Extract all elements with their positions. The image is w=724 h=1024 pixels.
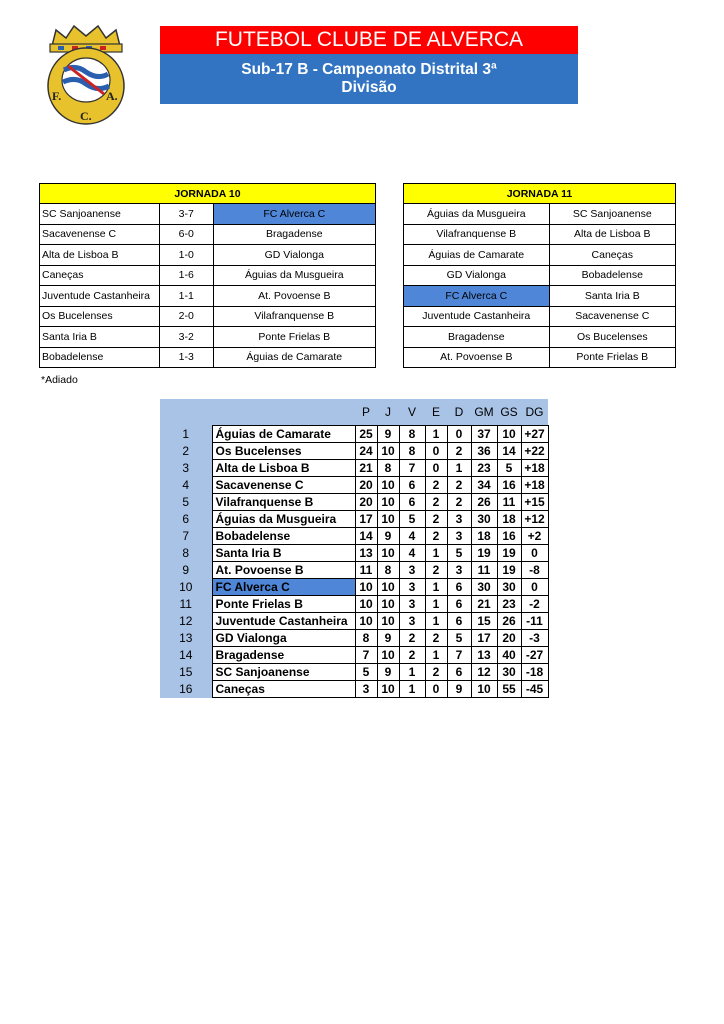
stat-p: 24 xyxy=(355,443,377,460)
team-name: FC Alverca C xyxy=(212,579,355,596)
table-row xyxy=(40,224,376,245)
stat-gs: 19 xyxy=(497,562,521,579)
stat-j: 9 xyxy=(377,528,399,545)
logo-letter-c: C. xyxy=(80,109,92,123)
home-team: At. Povoense B xyxy=(404,347,550,368)
away-team: Sacavenense C xyxy=(549,306,675,327)
stat-gm: 21 xyxy=(471,596,497,613)
home-team: Alta de Lisboa B xyxy=(40,245,160,266)
away-team: At. Povoense B xyxy=(213,286,375,307)
stat-j: 10 xyxy=(377,647,399,664)
stat-e: 2 xyxy=(425,528,447,545)
stat-v: 2 xyxy=(399,647,425,664)
away-team: Ponte Frielas B xyxy=(549,347,675,368)
stat-e: 2 xyxy=(425,511,447,528)
team-name: SC Sanjoanense xyxy=(212,664,355,681)
team-name: Águias da Musgueira xyxy=(212,511,355,528)
stat-j: 10 xyxy=(377,681,399,698)
home-team: Águias da Musgueira xyxy=(404,204,550,225)
stat-v: 8 xyxy=(399,443,425,460)
position: 8 xyxy=(160,545,212,562)
table-row xyxy=(40,204,376,225)
stat-d: 2 xyxy=(447,443,471,460)
team-name: Bragadense xyxy=(212,647,355,664)
stat-d: 3 xyxy=(447,511,471,528)
stat-p: 20 xyxy=(355,494,377,511)
stat-p: 8 xyxy=(355,630,377,647)
stat-gs: 30 xyxy=(497,664,521,681)
stat-dg: -45 xyxy=(521,681,548,698)
stat-p: 17 xyxy=(355,511,377,528)
table-row xyxy=(40,327,376,348)
stat-v: 1 xyxy=(399,681,425,698)
stat-dg: +2 xyxy=(521,528,548,545)
stat-e: 1 xyxy=(425,579,447,596)
table-row xyxy=(40,286,376,307)
match-score: 3-2 xyxy=(159,327,213,348)
table-row xyxy=(404,327,676,348)
away-team: SC Sanjoanense xyxy=(549,204,675,225)
table-row xyxy=(160,613,548,630)
jornada-10-table xyxy=(39,183,376,368)
stat-gm: 34 xyxy=(471,477,497,494)
stat-v: 6 xyxy=(399,494,425,511)
table-row xyxy=(160,511,548,528)
stat-gm: 13 xyxy=(471,647,497,664)
stat-gs: 14 xyxy=(497,443,521,460)
team-name: Bobadelense xyxy=(212,528,355,545)
table-row xyxy=(160,494,548,511)
club-crest-logo xyxy=(42,24,130,126)
away-team: Águias da Musgueira xyxy=(213,265,375,286)
stat-j: 10 xyxy=(377,494,399,511)
stat-gs: 16 xyxy=(497,477,521,494)
logo-letter-f: F. xyxy=(52,89,62,103)
logo-letter-a: A. xyxy=(106,89,118,103)
stat-dg: -8 xyxy=(521,562,548,579)
position: 1 xyxy=(160,426,212,443)
stat-e: 0 xyxy=(425,460,447,477)
home-team: FC Alverca C xyxy=(404,286,550,307)
stat-p: 5 xyxy=(355,664,377,681)
table-row xyxy=(40,347,376,368)
table-row xyxy=(160,681,548,698)
stat-dg: -27 xyxy=(521,647,548,664)
stat-gs: 40 xyxy=(497,647,521,664)
stat-j: 10 xyxy=(377,511,399,528)
stat-p: 25 xyxy=(355,426,377,443)
stat-j: 10 xyxy=(377,443,399,460)
stat-dg: +22 xyxy=(521,443,548,460)
stat-d: 2 xyxy=(447,494,471,511)
position: 4 xyxy=(160,477,212,494)
position: 14 xyxy=(160,647,212,664)
header-pos xyxy=(160,399,212,426)
stat-j: 9 xyxy=(377,664,399,681)
stat-e: 0 xyxy=(425,681,447,698)
home-team: Santa Iria B xyxy=(40,327,160,348)
table-row xyxy=(40,245,376,266)
match-score: 1-1 xyxy=(159,286,213,307)
stat-gm: 30 xyxy=(471,511,497,528)
position: 3 xyxy=(160,460,212,477)
stat-e: 2 xyxy=(425,664,447,681)
stat-p: 13 xyxy=(355,545,377,562)
stat-v: 2 xyxy=(399,630,425,647)
standings-table xyxy=(160,399,549,698)
stat-gm: 36 xyxy=(471,443,497,460)
table-row xyxy=(404,347,676,368)
stat-e: 1 xyxy=(425,613,447,630)
stat-e: 2 xyxy=(425,477,447,494)
team-name: Águias de Camarate xyxy=(212,426,355,443)
table-row xyxy=(160,630,548,647)
match-score: 1-6 xyxy=(159,265,213,286)
stat-d: 6 xyxy=(447,664,471,681)
position: 2 xyxy=(160,443,212,460)
stat-gm: 37 xyxy=(471,426,497,443)
stat-gs: 10 xyxy=(497,426,521,443)
stat-gm: 30 xyxy=(471,579,497,596)
jornada-10-title: JORNADA 10 xyxy=(40,184,376,204)
col-e: E xyxy=(425,399,447,426)
stat-d: 7 xyxy=(447,647,471,664)
stat-dg: +12 xyxy=(521,511,548,528)
stat-gs: 55 xyxy=(497,681,521,698)
table-row xyxy=(160,647,548,664)
team-name: Ponte Frielas B xyxy=(212,596,355,613)
stat-gm: 15 xyxy=(471,613,497,630)
team-name: Sacavenense C xyxy=(212,477,355,494)
stat-gs: 5 xyxy=(497,460,521,477)
away-team: Bragadense xyxy=(213,224,375,245)
stat-dg: -2 xyxy=(521,596,548,613)
table-row xyxy=(160,596,548,613)
stat-v: 3 xyxy=(399,596,425,613)
position: 16 xyxy=(160,681,212,698)
table-row xyxy=(404,286,676,307)
stat-dg: 0 xyxy=(521,545,548,562)
stat-dg: -18 xyxy=(521,664,548,681)
stat-d: 0 xyxy=(447,426,471,443)
postponed-note: *Adiado xyxy=(41,374,78,386)
col-gs: GS xyxy=(497,399,521,426)
stat-d: 3 xyxy=(447,562,471,579)
stat-d: 5 xyxy=(447,545,471,562)
away-team: Águias de Camarate xyxy=(213,347,375,368)
stat-d: 6 xyxy=(447,596,471,613)
standings-header xyxy=(160,399,548,426)
position: 13 xyxy=(160,630,212,647)
stat-dg: +15 xyxy=(521,494,548,511)
away-team: GD Vialonga xyxy=(213,245,375,266)
away-team: Alta de Lisboa B xyxy=(549,224,675,245)
match-score: 1-3 xyxy=(159,347,213,368)
team-name: Os Bucelenses xyxy=(212,443,355,460)
away-team: Bobadelense xyxy=(549,265,675,286)
stat-j: 9 xyxy=(377,630,399,647)
match-score: 2-0 xyxy=(159,306,213,327)
team-name: Caneças xyxy=(212,681,355,698)
match-score: 6-0 xyxy=(159,224,213,245)
home-team: Sacavenense C xyxy=(40,224,160,245)
stat-gm: 17 xyxy=(471,630,497,647)
table-row xyxy=(160,528,548,545)
table-row xyxy=(160,477,548,494)
table-row xyxy=(40,306,376,327)
stat-dg: +18 xyxy=(521,460,548,477)
stat-gm: 23 xyxy=(471,460,497,477)
position: 9 xyxy=(160,562,212,579)
stat-j: 10 xyxy=(377,477,399,494)
team-name: Vilafranquense B xyxy=(212,494,355,511)
home-team: Caneças xyxy=(40,265,160,286)
table-row xyxy=(160,579,548,596)
stat-gm: 26 xyxy=(471,494,497,511)
stat-e: 2 xyxy=(425,630,447,647)
stat-dg: -11 xyxy=(521,613,548,630)
team-name: Santa Iria B xyxy=(212,545,355,562)
position: 15 xyxy=(160,664,212,681)
stat-gm: 11 xyxy=(471,562,497,579)
stat-e: 1 xyxy=(425,426,447,443)
stat-v: 3 xyxy=(399,613,425,630)
table-row xyxy=(160,664,548,681)
match-score: 1-0 xyxy=(159,245,213,266)
home-team: GD Vialonga xyxy=(404,265,550,286)
stat-d: 6 xyxy=(447,613,471,630)
stat-e: 0 xyxy=(425,443,447,460)
stat-p: 3 xyxy=(355,681,377,698)
stat-v: 3 xyxy=(399,562,425,579)
col-gm: GM xyxy=(471,399,497,426)
stat-e: 1 xyxy=(425,596,447,613)
stat-dg: +18 xyxy=(521,477,548,494)
col-dg: DG xyxy=(521,399,548,426)
col-j: J xyxy=(377,399,399,426)
home-team: Os Bucelenses xyxy=(40,306,160,327)
stat-p: 10 xyxy=(355,579,377,596)
stat-p: 10 xyxy=(355,596,377,613)
stat-dg: -3 xyxy=(521,630,548,647)
home-team: Juventude Castanheira xyxy=(40,286,160,307)
away-team: Os Bucelenses xyxy=(549,327,675,348)
jornada-11-table xyxy=(403,183,676,368)
stat-e: 1 xyxy=(425,545,447,562)
stat-p: 14 xyxy=(355,528,377,545)
stat-d: 6 xyxy=(447,579,471,596)
home-team: Vilafranquense B xyxy=(404,224,550,245)
position: 7 xyxy=(160,528,212,545)
stat-p: 7 xyxy=(355,647,377,664)
stat-j: 9 xyxy=(377,426,399,443)
stat-v: 1 xyxy=(399,664,425,681)
away-team: FC Alverca C xyxy=(213,204,375,225)
match-score: 3-7 xyxy=(159,204,213,225)
stat-gm: 12 xyxy=(471,664,497,681)
home-team: Bragadense xyxy=(404,327,550,348)
stat-gs: 18 xyxy=(497,511,521,528)
header-team xyxy=(212,399,355,426)
table-row xyxy=(40,265,376,286)
stat-p: 11 xyxy=(355,562,377,579)
team-name: GD Vialonga xyxy=(212,630,355,647)
table-row xyxy=(404,224,676,245)
stat-v: 4 xyxy=(399,545,425,562)
stat-v: 5 xyxy=(399,511,425,528)
col-v: V xyxy=(399,399,425,426)
stat-d: 1 xyxy=(447,460,471,477)
stat-d: 2 xyxy=(447,477,471,494)
stat-p: 21 xyxy=(355,460,377,477)
stat-j: 10 xyxy=(377,596,399,613)
competition-title-text: Sub-17 B - Campeonato Distrital 3ª Divisão xyxy=(241,61,497,96)
table-row xyxy=(404,265,676,286)
stat-dg: +27 xyxy=(521,426,548,443)
stat-d: 3 xyxy=(447,528,471,545)
stat-gm: 10 xyxy=(471,681,497,698)
stat-e: 2 xyxy=(425,562,447,579)
table-row xyxy=(160,460,548,477)
stat-gs: 23 xyxy=(497,596,521,613)
position: 6 xyxy=(160,511,212,528)
team-name: Alta de Lisboa B xyxy=(212,460,355,477)
stat-v: 8 xyxy=(399,426,425,443)
stat-j: 10 xyxy=(377,579,399,596)
stat-gs: 16 xyxy=(497,528,521,545)
table-row xyxy=(160,562,548,579)
stat-gm: 19 xyxy=(471,545,497,562)
stat-e: 2 xyxy=(425,494,447,511)
away-team: Caneças xyxy=(549,245,675,266)
stat-p: 20 xyxy=(355,477,377,494)
away-team: Vilafranquense B xyxy=(213,306,375,327)
stat-gs: 20 xyxy=(497,630,521,647)
stat-p: 10 xyxy=(355,613,377,630)
table-row xyxy=(404,306,676,327)
table-row xyxy=(160,443,548,460)
stat-dg: 0 xyxy=(521,579,548,596)
club-title: FUTEBOL CLUBE DE ALVERCA xyxy=(160,26,578,54)
team-name: At. Povoense B xyxy=(212,562,355,579)
stat-gm: 18 xyxy=(471,528,497,545)
home-team: Bobadelense xyxy=(40,347,160,368)
table-row xyxy=(404,245,676,266)
stat-gs: 19 xyxy=(497,545,521,562)
stat-j: 8 xyxy=(377,562,399,579)
stat-d: 9 xyxy=(447,681,471,698)
away-team: Ponte Frielas B xyxy=(213,327,375,348)
table-row xyxy=(160,545,548,562)
competition-title xyxy=(160,54,578,104)
position: 10 xyxy=(160,579,212,596)
col-p: P xyxy=(355,399,377,426)
stat-j: 10 xyxy=(377,613,399,630)
stat-v: 7 xyxy=(399,460,425,477)
position: 12 xyxy=(160,613,212,630)
home-team: Águias de Camarate xyxy=(404,245,550,266)
stat-d: 5 xyxy=(447,630,471,647)
stat-e: 1 xyxy=(425,647,447,664)
position: 5 xyxy=(160,494,212,511)
stat-j: 8 xyxy=(377,460,399,477)
position: 11 xyxy=(160,596,212,613)
col-d: D xyxy=(447,399,471,426)
team-name: Juventude Castanheira xyxy=(212,613,355,630)
stat-gs: 11 xyxy=(497,494,521,511)
stat-v: 4 xyxy=(399,528,425,545)
stat-j: 10 xyxy=(377,545,399,562)
stat-gs: 26 xyxy=(497,613,521,630)
home-team: Juventude Castanheira xyxy=(404,306,550,327)
stat-gs: 30 xyxy=(497,579,521,596)
stat-v: 6 xyxy=(399,477,425,494)
jornada-11-title: JORNADA 11 xyxy=(404,184,676,204)
table-row xyxy=(160,426,548,443)
home-team: SC Sanjoanense xyxy=(40,204,160,225)
stat-v: 3 xyxy=(399,579,425,596)
away-team: Santa Iria B xyxy=(549,286,675,307)
table-row xyxy=(404,204,676,225)
